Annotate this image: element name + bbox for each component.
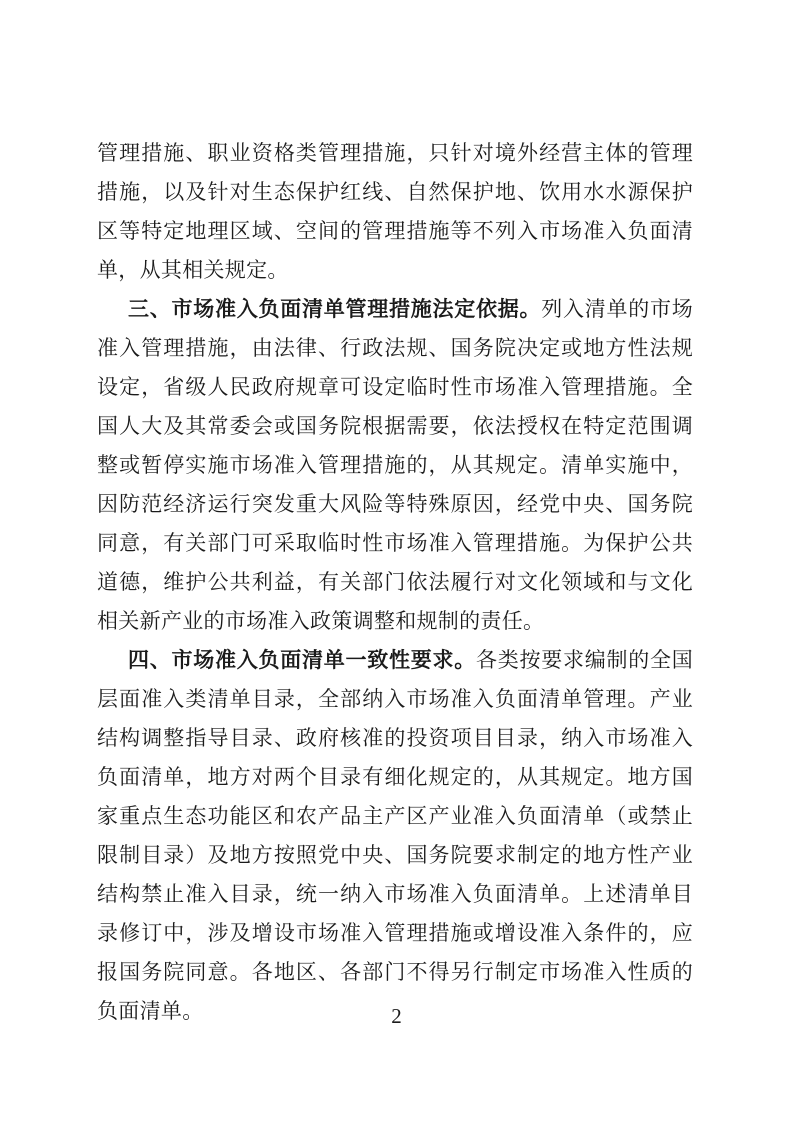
page-number: 2 bbox=[391, 1004, 402, 1028]
section-4-heading: 四、市场准入负面清单一致性要求。 bbox=[128, 649, 476, 672]
section-3-heading: 三、市场准入负面清单管理措施法定依据。 bbox=[128, 298, 542, 321]
document-body bbox=[97, 134, 693, 1031]
paragraph-text: 各类按要求编制的全国层面准入类清单目录，全部纳入市场准入负面清单管理。产业结构调整指导目录、政府核准的投资项目目录，纳入市场准入负面清单，地方对两个目录有细化规定的，从其规定。地方国家重点生态功能区和农产品主产区产业准入负面清单（或禁止限制目录）及地方按照党中央、国务院要求制定的地方性产业结构禁止准入目录，统一纳入市场准入负面清单。上述清单目录修订中，涉及增设市场准入管理措施或增设准入条件的，应报国务院同意。各地区、各部门不得另行制定市场准入性质的负面清单。 bbox=[97, 648, 693, 1023]
paragraph-text: 管理措施、职业资格类管理措施，只针对境外经营主体的管理措施，以及针对生态保护红线、自然保护地、饮用水水源保护区等特定地理区域、空间的管理措施等不列入市场准入负面清单，从其相关规定。 bbox=[97, 141, 693, 282]
body-paragraph-section-4 bbox=[97, 641, 693, 1031]
paragraph-text: 列入清单的市场准入管理措施，由法律、行政法规、国务院决定或地方性法规设定，省级人民政府规章可设定临时性市场准入管理措施。全国人大及其常委会或国务院根据需要，依法授权在特定范围调整或暂停实施市场准入管理措施的，从其规定。清单实施中，因防范经济运行突发重大风险等特殊原因，经党中央、国务院同意，有关部门可采取临时性市场准入管理措施。为保护公共道德，维护公共利益，有关部门依法履行对文化领域和与文化相关新产业的市场准入政策调整和规制的责任。 bbox=[97, 297, 693, 633]
body-paragraph-continuation bbox=[97, 134, 693, 290]
body-paragraph-section-3 bbox=[97, 290, 693, 641]
